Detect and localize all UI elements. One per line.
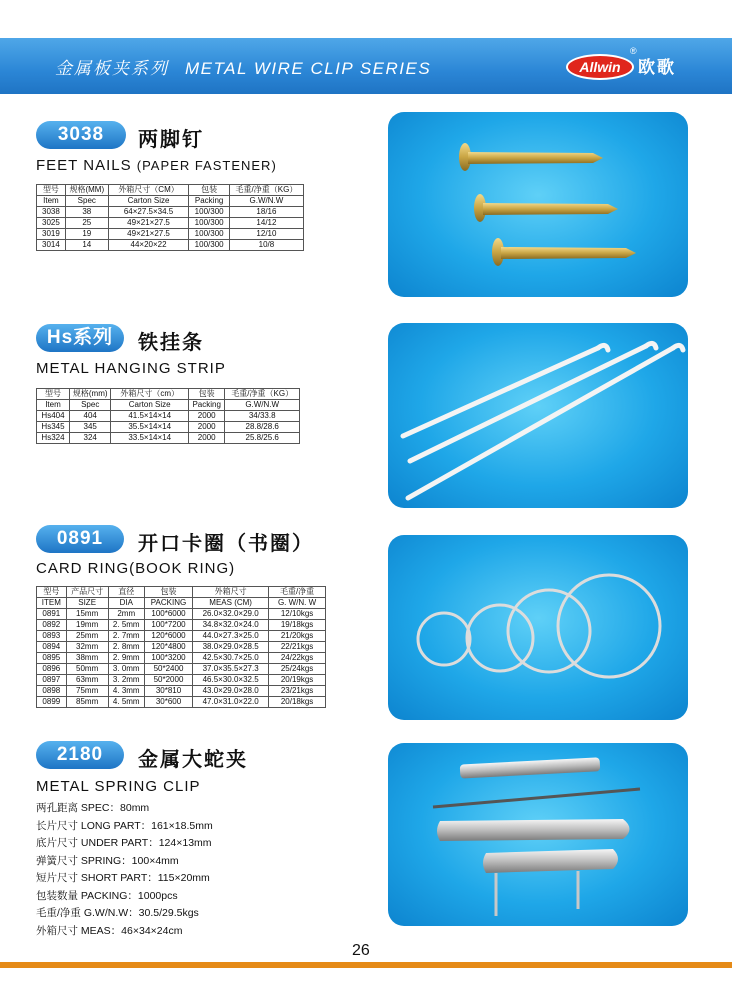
table-row-cell: 20/19kgs <box>269 675 326 686</box>
table-row-cell: 2. 9mm <box>108 653 144 664</box>
table-row-cell: 2000 <box>188 422 224 433</box>
table-row-cell: 4. 3mm <box>108 686 144 697</box>
table-row-cell: 345 <box>69 422 110 433</box>
table-row <box>37 218 304 229</box>
table-row-cell: 25mm <box>66 631 108 642</box>
spec-line: 两孔距离 SPEC：80mm <box>36 802 150 814</box>
table-row-cell: 2000 <box>188 433 224 444</box>
table-row <box>37 631 326 642</box>
table-row <box>37 207 304 218</box>
table-header-en-cell: Item <box>37 400 70 411</box>
table-row-cell: 19mm <box>66 620 108 631</box>
table-header-cn <box>37 185 304 196</box>
table-row-cell: 4. 5mm <box>108 697 144 708</box>
table-row-cell: 30*810 <box>144 686 192 697</box>
sec1-spec-table <box>36 184 304 251</box>
table-header-cn-cell: 型号 <box>37 389 70 400</box>
table-row-cell: 44.0×27.3×25.0 <box>193 631 269 642</box>
table-row-cell: 22/21kgs <box>269 642 326 653</box>
table-row-cell: 46.5×30.0×32.5 <box>193 675 269 686</box>
clip-under-part <box>460 757 601 778</box>
table-row-cell: 30*600 <box>144 697 192 708</box>
table-row <box>37 620 326 631</box>
table-header-en-cell: Carton Size <box>111 400 189 411</box>
table-row-cell: 14/12 <box>229 218 303 229</box>
spec-line: 毛重/净重 G.W/N.W：30.5/29.5kgs <box>36 907 199 919</box>
sec1-name-en-sub: (PAPER FASTENER) <box>136 158 277 173</box>
registered-mark: ® <box>630 46 637 56</box>
sec1-name-cn: 两脚钉 <box>138 129 204 151</box>
table-row-cell: 100*7200 <box>144 620 192 631</box>
header-title-en: METAL WIRE CLIP SERIES <box>185 59 432 78</box>
table-row-cell: 100/300 <box>189 240 230 251</box>
table-row <box>37 229 304 240</box>
table-row-cell: 50mm <box>66 664 108 675</box>
spec-line: 长片尺寸 LONG PART：161×18.5mm <box>36 819 213 832</box>
sec1-name-en-main: FEET NAILS <box>36 157 132 174</box>
table-row-cell: 35.5×14×14 <box>111 422 189 433</box>
table-row-cell: 50*2000 <box>144 675 192 686</box>
nail-1 <box>459 143 603 171</box>
table-row-cell: 10/8 <box>229 240 303 251</box>
table-row-cell: 28.8/28.6 <box>225 422 300 433</box>
sec2-name-en: METAL HANGING STRIP <box>36 360 226 377</box>
table-row-cell: 3025 <box>37 218 66 229</box>
table-header-en-cell: MEAS (CM) <box>193 598 269 609</box>
table-header-cn <box>37 587 326 598</box>
table-row-cell: 23/21kgs <box>269 686 326 697</box>
table-row-cell: 19 <box>65 229 108 240</box>
table-row-cell: 100/300 <box>189 229 230 240</box>
ring-medium <box>508 590 590 672</box>
table-header-en-cell: G. W/N. W <box>269 598 326 609</box>
table-row-cell: 100*3200 <box>144 653 192 664</box>
table-row-cell: 14 <box>65 240 108 251</box>
card-ring-illustration <box>388 535 688 720</box>
table-row-cell: 50*2400 <box>144 664 192 675</box>
table-row-cell: Hs345 <box>37 422 70 433</box>
table-row-cell: 63mm <box>66 675 108 686</box>
table-header-en-cell: DIA <box>108 598 144 609</box>
table-row-cell: 32mm <box>66 642 108 653</box>
table-row-cell: Hs324 <box>37 433 70 444</box>
table-header-cn-cell: 规格(MM) <box>65 185 108 196</box>
table-row-cell: 0891 <box>37 609 67 620</box>
header-title-cn: 金属板夹系列 <box>55 59 169 78</box>
table-header-en <box>37 598 326 609</box>
table-row <box>37 675 326 686</box>
table-header-cn-cell: 毛重/净重（KG） <box>225 389 300 400</box>
table-row <box>37 642 326 653</box>
table-row-cell: 12/10kgs <box>269 609 326 620</box>
table-row <box>37 653 326 664</box>
table-row-cell: 3. 2mm <box>108 675 144 686</box>
table-header-en-cell: Packing <box>189 196 230 207</box>
table-header-cn-cell: 包装 <box>189 185 230 196</box>
nail-2 <box>474 194 618 222</box>
table-row-cell: 0896 <box>37 664 67 675</box>
table-row-cell: 0898 <box>37 686 67 697</box>
table-header-cn-cell: 毛重/净重 <box>269 587 326 598</box>
sec2-code-badge: Hs系列 <box>36 324 124 352</box>
table-row <box>37 609 326 620</box>
table-row <box>37 664 326 675</box>
table-row <box>37 240 304 251</box>
sec2-spec-table <box>36 388 300 444</box>
table-header-cn-cell: 包装 <box>188 389 224 400</box>
sec3-spec-table <box>36 586 326 708</box>
spec-line: 外箱尺寸 MEAS：46×34×24cm <box>36 924 183 937</box>
table-row-cell: 15mm <box>66 609 108 620</box>
table-row-cell: 24/22kgs <box>269 653 326 664</box>
ring-large <box>558 575 660 677</box>
table-row-cell: 18/16 <box>229 207 303 218</box>
table-header-cn-cell: 外箱尺寸（cm） <box>111 389 189 400</box>
table-header-en-cell: Spec <box>65 196 108 207</box>
ring-small <box>418 613 470 665</box>
table-header-en-cell: G.W/N.W <box>225 400 300 411</box>
sec4-code-badge: 2180 <box>36 741 124 769</box>
table-row-cell: Hs404 <box>37 411 70 422</box>
sec3-name-en: CARD RING(BOOK RING) <box>36 560 236 577</box>
table-row-cell: 100/300 <box>189 218 230 229</box>
table-row-cell: 3. 0mm <box>108 664 144 675</box>
table-row-cell: 2. 8mm <box>108 642 144 653</box>
table-header-en-cell: Spec <box>69 400 110 411</box>
table-row-cell: 20/18kgs <box>269 697 326 708</box>
brand-logo: Allwin <box>566 54 634 80</box>
sec3-photo <box>388 535 688 720</box>
table-header-en-cell: Packing <box>188 400 224 411</box>
table-header-cn-cell: 产品尺寸 <box>66 587 108 598</box>
table-row <box>37 422 300 433</box>
table-row-cell: 34.8×32.0×24.0 <box>193 620 269 631</box>
table-row-cell: 64×27.5×34.5 <box>108 207 189 218</box>
table-header-en-cell: ITEM <box>37 598 67 609</box>
sec3-code-badge: 0891 <box>36 525 124 553</box>
spec-line: 短片尺寸 SHORT PART：115×20mm <box>36 872 210 884</box>
spec-line: 弹簧尺寸 SPRING：100×4mm <box>36 854 179 867</box>
table-header-cn-cell: 包装 <box>144 587 192 598</box>
table-row <box>37 686 326 697</box>
clip-long-part <box>437 819 630 841</box>
table-header-cn-cell: 外箱尺寸 <box>193 587 269 598</box>
table-row-cell: 2. 7mm <box>108 631 144 642</box>
sec4-name-cn: 金属大蛇夹 <box>138 749 248 771</box>
strip-2 <box>410 343 656 461</box>
sec2-photo <box>388 323 688 508</box>
table-row-cell: 404 <box>69 411 110 422</box>
table-header-cn-cell: 型号 <box>37 185 66 196</box>
table-row-cell: 324 <box>69 433 110 444</box>
sec4-spec-list <box>36 800 213 940</box>
table-header-en-cell: SIZE <box>66 598 108 609</box>
table-row-cell: 44×20×22 <box>108 240 189 251</box>
table-header-cn-cell: 型号 <box>37 587 67 598</box>
rings <box>418 575 660 677</box>
table-header-en <box>37 400 300 411</box>
table-header-en-cell: PACKING <box>144 598 192 609</box>
table-row-cell: 33.5×14×14 <box>111 433 189 444</box>
sec3-name-cn: 开口卡圈（书圈） <box>138 533 314 555</box>
spring-clip-illustration <box>388 743 688 926</box>
table-header-cn-cell: 规格(mm) <box>69 389 110 400</box>
sec2-name-cn: 铁挂条 <box>138 332 204 354</box>
table-row-cell: 49×21×27.5 <box>108 218 189 229</box>
hanging-strip-illustration <box>388 323 688 508</box>
page-number: 26 <box>352 942 370 959</box>
table-row-cell: 85mm <box>66 697 108 708</box>
table-row-cell: 120*6000 <box>144 631 192 642</box>
sec1-code-badge: 3038 <box>36 121 126 149</box>
spec-line: 底片尺寸 UNDER PART：124×13mm <box>36 837 212 849</box>
table-header-cn-cell: 毛重/净重（KG） <box>229 185 303 196</box>
clip-short-part <box>483 849 618 873</box>
table-row-cell: 0894 <box>37 642 67 653</box>
table-row-cell: 34/33.8 <box>225 411 300 422</box>
table-row-cell: 21/20kgs <box>269 631 326 642</box>
table-row-cell: 26.0×32.0×29.0 <box>193 609 269 620</box>
table-row-cell: 49×21×27.5 <box>108 229 189 240</box>
table-row-cell: 0899 <box>37 697 67 708</box>
table-row-cell: 100*6000 <box>144 609 192 620</box>
brand-logo-cn: 欧歌 <box>638 58 676 77</box>
table-header-en <box>37 196 304 207</box>
table-row-cell: 2mm <box>108 609 144 620</box>
table-row-cell: 25.8/25.6 <box>225 433 300 444</box>
table-row-cell: 75mm <box>66 686 108 697</box>
table-row-cell: 38mm <box>66 653 108 664</box>
table-row <box>37 433 300 444</box>
sec1-photo <box>388 112 688 297</box>
table-row-cell: 3019 <box>37 229 66 240</box>
table-row <box>37 697 326 708</box>
table-row-cell: 0897 <box>37 675 67 686</box>
table-row-cell: 25 <box>65 218 108 229</box>
table-row-cell: 38 <box>65 207 108 218</box>
table-header-en-cell: Carton Size <box>108 196 189 207</box>
table-row-cell: 0895 <box>37 653 67 664</box>
table-row-cell: 100/300 <box>189 207 230 218</box>
table-row-cell: 43.0×29.0×28.0 <box>193 686 269 697</box>
clip-spring <box>433 789 640 807</box>
header-title <box>55 54 431 79</box>
table-row-cell: 2. 5mm <box>108 620 144 631</box>
table-row-cell: 2000 <box>188 411 224 422</box>
spec-line: 包装数量 PACKING：1000pcs <box>36 889 178 902</box>
nail-3 <box>492 238 636 266</box>
table-row-cell: 37.0×35.5×27.3 <box>193 664 269 675</box>
table-row-cell: 3038 <box>37 207 66 218</box>
table-row-cell: 0892 <box>37 620 67 631</box>
table-row-cell: 41.5×14×14 <box>111 411 189 422</box>
table-row-cell: 19/18kgs <box>269 620 326 631</box>
footer-band <box>0 962 732 968</box>
header-band <box>0 38 732 94</box>
table-row-cell: 3014 <box>37 240 66 251</box>
sec4-name-en: METAL SPRING CLIP <box>36 778 201 795</box>
strip-1 <box>403 345 608 436</box>
table-header-cn-cell: 外箱尺寸（CM） <box>108 185 189 196</box>
table-row-cell: 12/10 <box>229 229 303 240</box>
table-row-cell: 47.0×31.0×22.0 <box>193 697 269 708</box>
table-header-en-cell: Item <box>37 196 66 207</box>
table-header-en-cell: G.W/N.W <box>229 196 303 207</box>
table-row-cell: 120*4800 <box>144 642 192 653</box>
table-row-cell: 25/24kgs <box>269 664 326 675</box>
sec1-name-en <box>36 157 277 174</box>
table-row-cell: 38.0×29.0×28.5 <box>193 642 269 653</box>
table-row-cell: 0893 <box>37 631 67 642</box>
table-header-cn <box>37 389 300 400</box>
strip-3 <box>408 345 683 498</box>
table-row <box>37 411 300 422</box>
table-row-cell: 42.5×30.7×25.0 <box>193 653 269 664</box>
sec4-photo <box>388 743 688 926</box>
feet-nails-illustration <box>388 112 688 297</box>
table-header-cn-cell: 直径 <box>108 587 144 598</box>
